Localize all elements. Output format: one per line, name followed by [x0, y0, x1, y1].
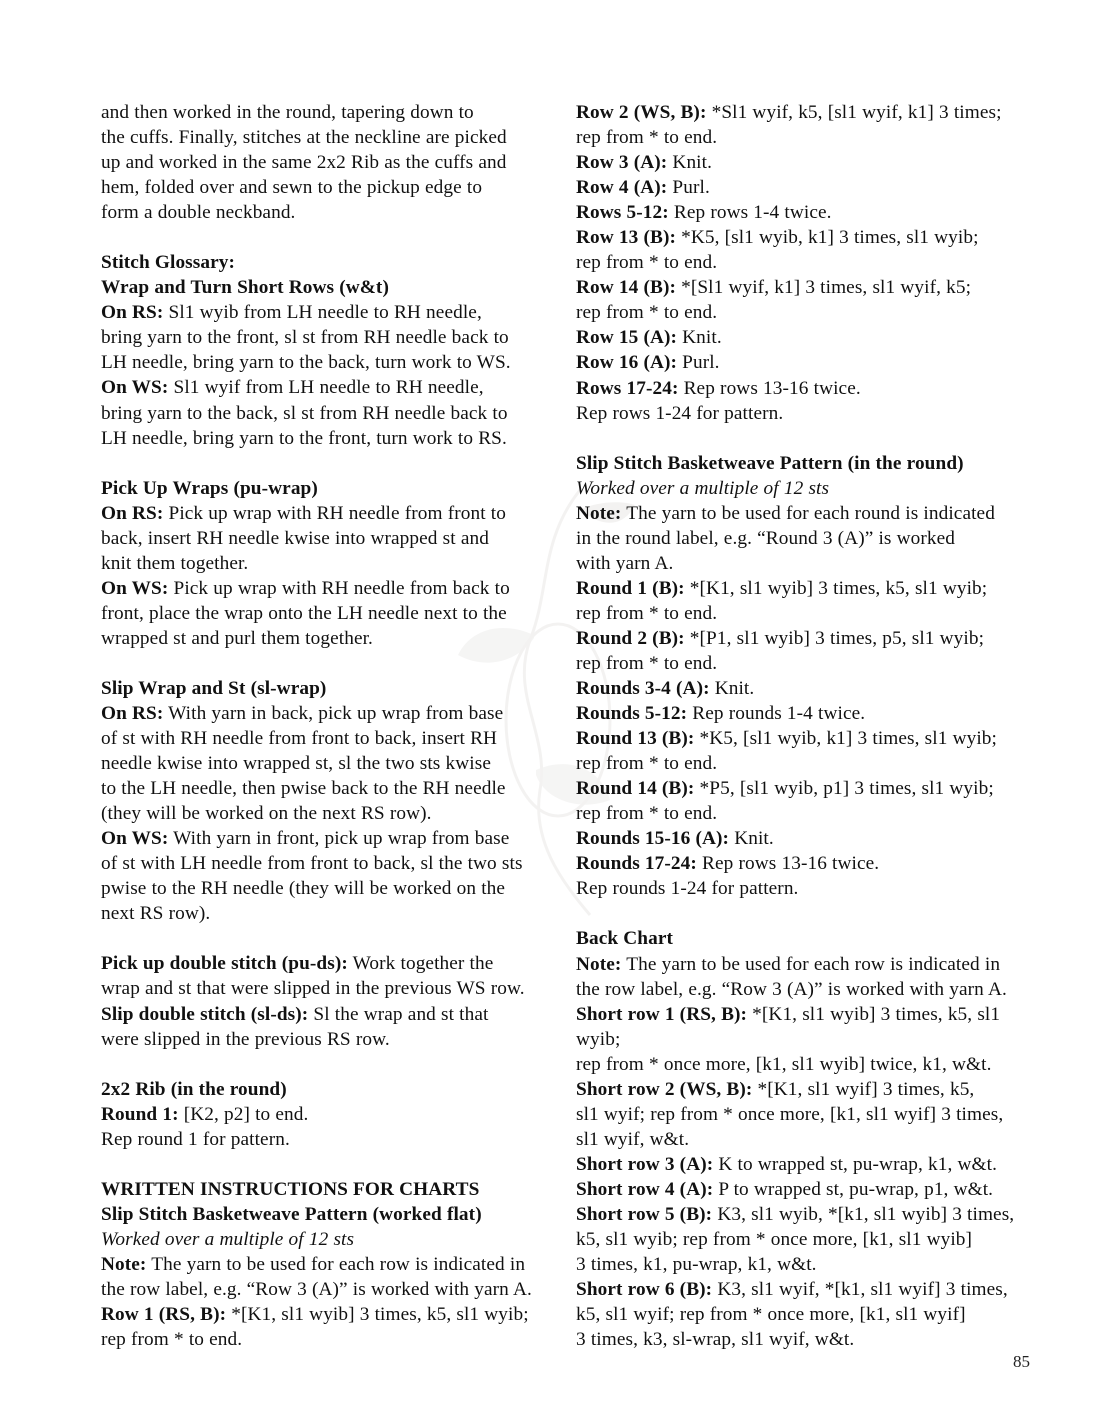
run-in-label: On RS: — [101, 502, 164, 524]
text-line — [101, 876, 553, 901]
line-text: Sl1 wyib from LH needle to RH needle, — [163, 302, 482, 324]
line-text: sl1 wyif, w&t. — [576, 1128, 690, 1150]
text-line — [576, 401, 1028, 426]
line-text: Purl. — [667, 177, 710, 199]
text-line — [101, 200, 553, 225]
run-in-label: Round 2 (B): — [576, 627, 685, 649]
run-in-label: Back Chart — [576, 928, 674, 950]
block-spacer — [101, 1052, 553, 1077]
text-line — [101, 501, 553, 526]
text-line — [101, 1327, 553, 1352]
line-text: LH needle, bring yarn to the front, turn work to RS. — [101, 427, 507, 449]
text-line — [576, 576, 1028, 601]
line-text: Sl the wrap and st that — [308, 1003, 489, 1025]
run-in-label: Rounds 5-12: — [576, 703, 688, 725]
run-in-label: Short row 4 (A): — [576, 1178, 714, 1200]
line-text: the row label, e.g. “Row 3 (A)” is worked with yarn A. — [576, 978, 1007, 1000]
run-in-label: Stitch Glossary: — [101, 252, 236, 274]
line-text: of st with LH needle from front to back, sl the two sts — [101, 853, 523, 875]
text-line — [101, 726, 553, 751]
text-line — [101, 901, 553, 926]
text-line — [576, 626, 1028, 651]
line-text: With yarn in back, pick up wrap from base — [163, 702, 504, 724]
text-line — [101, 1202, 553, 1227]
line-text: Knit. — [677, 327, 722, 349]
line-text: Pick up wrap with RH needle from back to — [168, 577, 510, 599]
line-text: needle kwise into wrapped st, sl the two sts kwise — [101, 753, 491, 775]
line-text: and then worked in the round, tapering down to — [101, 102, 474, 123]
back-chart-section — [576, 926, 1028, 1352]
line-text: up and worked in the same 2x2 Rib as the cuffs and — [101, 152, 507, 174]
line-text: Pick up wrap with RH needle from front to — [163, 502, 506, 524]
line-text: Rep rows 1-24 for pattern. — [576, 402, 784, 424]
run-in-label: Short row 1 (RS, B): — [576, 1003, 748, 1025]
text-line — [101, 100, 553, 125]
run-in-label: Round 14 (B): — [576, 778, 695, 800]
line-text: Knit. — [667, 152, 713, 174]
text-line — [576, 300, 1028, 325]
line-text: Rep round 1 for pattern. — [101, 1128, 290, 1150]
run-in-label: Short row 5 (B): — [576, 1203, 713, 1225]
line-text: Rep rows 13-16 twice. — [678, 377, 861, 399]
text-line — [101, 776, 553, 801]
line-text: knit them together. — [101, 552, 249, 574]
rib-section — [101, 1077, 553, 1152]
block-spacer — [101, 926, 553, 951]
line-text: were slipped in the previous RS row. — [101, 1028, 390, 1050]
line-text: K to wrapped st, pu-wrap, k1, w&t. — [713, 1153, 997, 1175]
run-in-label: Row 14 (B): — [576, 277, 676, 299]
run-in-label: Row 4 (A): — [576, 177, 668, 199]
block-spacer — [101, 1152, 553, 1177]
run-in-label: Rounds 3-4 (A): — [576, 678, 710, 700]
line-text: bring yarn to the front, sl st from RH needle back to — [101, 327, 509, 349]
pick-up-wraps-section — [101, 476, 553, 651]
text-line — [101, 551, 553, 576]
line-text: front, place the wrap onto the LH needle next to the — [101, 602, 507, 624]
text-line — [576, 225, 1028, 250]
text-line — [101, 1002, 553, 1027]
text-line — [101, 150, 553, 175]
text-line — [576, 1077, 1028, 1102]
text-line — [101, 676, 553, 701]
text-line — [576, 651, 1028, 676]
line-text: *[K1, sl1 wyib] 3 times, k5, sl1 wyib; — [226, 1303, 529, 1325]
run-in-label: Slip Stitch Basketweave Pattern (worked flat) — [101, 1203, 482, 1225]
text-line — [576, 1277, 1028, 1302]
line-text: [K2, p2] to end. — [178, 1103, 309, 1125]
line-text: back, insert RH needle kwise into wrapped st and — [101, 527, 489, 549]
line-text: Knit. — [709, 678, 755, 700]
text-line — [101, 426, 553, 451]
text-line — [576, 1152, 1028, 1177]
text-line — [101, 601, 553, 626]
page-number: 85 — [1013, 1352, 1030, 1371]
line-text: *K5, [sl1 wyib, k1] 3 times, sl1 wyib; — [694, 728, 997, 750]
line-text: form a double neckband. — [101, 202, 296, 224]
line-text: Work together the — [347, 953, 494, 975]
text-line — [576, 200, 1028, 225]
run-in-label: Slip Wrap and St (sl-wrap) — [101, 677, 327, 699]
text-line — [576, 1327, 1028, 1352]
text-line — [101, 1302, 553, 1327]
text-line — [101, 350, 553, 375]
line-text: *K5, [sl1 wyib, k1] 3 times, sl1 wyib; — [675, 227, 979, 249]
text-line — [576, 876, 1028, 901]
text-line — [576, 952, 1028, 977]
line-text: rep from * to end. — [576, 302, 718, 324]
run-in-label: Row 13 (B): — [576, 227, 676, 249]
text-line — [576, 125, 1028, 150]
run-in-label: Round 1: — [101, 1103, 179, 1125]
run-in-label: Row 15 (A): — [576, 327, 678, 349]
run-in-label: On RS: — [101, 302, 164, 324]
line-text: with yarn A. — [576, 552, 674, 574]
line-text: the row label, e.g. “Row 3 (A)” is worked with yarn A. — [101, 1278, 532, 1300]
line-text: to the LH needle, then pwise back to the RH needle — [101, 778, 506, 800]
run-in-label: Note: — [101, 1253, 147, 1275]
text-line — [576, 1127, 1028, 1152]
run-in-label: On WS: — [101, 828, 169, 850]
text-line — [576, 726, 1028, 751]
line-text: k5, sl1 wyib; rep from * once more, [k1, sl1 wyib] — [576, 1229, 973, 1251]
line-text: 3 times, k1, pu-wrap, k1, w&t. — [576, 1254, 817, 1276]
text-line — [101, 851, 553, 876]
intro-paragraph — [101, 100, 553, 225]
run-in-label: Row 16 (A): — [576, 352, 678, 374]
run-in-label: Rows 17-24: — [576, 377, 679, 399]
line-text: Purl. — [677, 352, 720, 374]
text-line — [576, 250, 1028, 275]
text-line — [101, 250, 553, 275]
text-line — [576, 100, 1028, 125]
text-line — [576, 526, 1028, 551]
run-in-label: Note: — [576, 953, 622, 975]
text-line — [101, 526, 553, 551]
line-text: *[K1, sl1 wyib] 3 times, k5, sl1 wyib; — [684, 577, 988, 599]
text-line — [576, 1302, 1028, 1327]
text-line — [101, 476, 553, 501]
text-line — [101, 1077, 553, 1102]
line-text: Rep rounds 1-4 twice. — [687, 703, 866, 725]
line-text: *[K1, sl1 wyib] 3 times, k5, sl1 wyib; — [576, 1003, 1001, 1050]
text-line — [576, 1202, 1028, 1227]
run-in-label: Short row 3 (A): — [576, 1153, 714, 1175]
line-text: The yarn to be used for each row is indicated in — [621, 953, 1001, 975]
line-text: P to wrapped st, pu-wrap, p1, w&t. — [713, 1178, 994, 1200]
flat-pattern-rows-continued — [576, 100, 1028, 426]
line-text: Rep rows 13-16 twice. — [696, 853, 880, 875]
line-text: *Sl1 wyif, k5, [sl1 wyif, k1] 3 times; — [706, 102, 1002, 123]
text-line — [101, 1252, 553, 1277]
line-text: rep from * to end. — [576, 252, 718, 274]
block-spacer — [101, 451, 553, 476]
line-text: K3, sl1 wyif, *[k1, sl1 wyif] 3 times, — [712, 1279, 1008, 1301]
line-text: rep from * to end. — [576, 803, 718, 825]
text-line — [101, 1127, 553, 1152]
italic-subtitle: Worked over a multiple of 12 sts — [101, 1228, 355, 1250]
run-in-label: 2x2 Rib (in the round) — [101, 1078, 287, 1100]
line-text: *[K1, sl1 wyif] 3 times, k5, — [752, 1078, 975, 1100]
line-text: rep from * to end. — [101, 1329, 243, 1351]
text-line — [576, 826, 1028, 851]
run-in-label: On WS: — [101, 377, 169, 399]
run-in-label: Rounds 15-16 (A): — [576, 828, 730, 850]
text-line — [576, 801, 1028, 826]
text-line — [576, 751, 1028, 776]
run-in-label: WRITTEN INSTRUCTIONS FOR CHARTS — [101, 1178, 480, 1200]
text-line — [101, 826, 553, 851]
run-in-label: Slip Stitch Basketweave Pattern (in the round) — [576, 452, 964, 474]
line-text: (they will be worked on the next RS row). — [101, 803, 432, 825]
text-line — [576, 1227, 1028, 1252]
text-line — [576, 451, 1028, 476]
text-line — [101, 1102, 553, 1127]
run-in-label: Row 2 (WS, B): — [576, 102, 707, 123]
text-line — [576, 977, 1028, 1002]
text-line — [101, 576, 553, 601]
line-text: rep from * to end. — [576, 753, 718, 775]
right-text-column — [576, 100, 1028, 1352]
text-line — [101, 801, 553, 826]
block-spacer — [576, 901, 1028, 926]
run-in-label: Row 3 (A): — [576, 152, 668, 174]
text-line — [101, 401, 553, 426]
text-line — [101, 175, 553, 200]
text-line — [101, 300, 553, 325]
line-text: of st with RH needle from front to back, insert RH — [101, 728, 498, 750]
stitch-glossary-section — [101, 250, 553, 450]
text-line — [101, 951, 553, 976]
run-in-label: Note: — [576, 502, 622, 524]
text-line — [576, 1177, 1028, 1202]
text-line — [101, 325, 553, 350]
text-line — [101, 701, 553, 726]
text-line — [576, 1002, 1028, 1052]
text-line — [101, 1177, 553, 1202]
double-stitch-section — [101, 951, 553, 1051]
line-text: Knit. — [729, 828, 774, 850]
text-line — [576, 275, 1028, 300]
run-in-label: Rows 5-12: — [576, 202, 669, 224]
block-spacer — [576, 426, 1028, 451]
line-text: K3, sl1 wyib, *[k1, sl1 wyib] 3 times, — [712, 1203, 1015, 1225]
text-line — [576, 551, 1028, 576]
line-text: bring yarn to the back, sl st from RH needle back to — [101, 402, 508, 424]
run-in-label: Short row 6 (B): — [576, 1279, 713, 1301]
text-line — [576, 476, 1028, 501]
text-line — [101, 1027, 553, 1052]
slip-wrap-and-st-section — [101, 676, 553, 926]
text-line — [576, 701, 1028, 726]
italic-subtitle: Worked over a multiple of 12 sts — [576, 477, 830, 499]
run-in-label: Wrap and Turn Short Rows (w&t) — [101, 277, 389, 299]
line-text: LH needle, bring yarn to the back, turn work to WS. — [101, 352, 511, 374]
line-text: in the round label, e.g. “Round 3 (A)” is worked — [576, 527, 956, 549]
line-text: pwise to the RH needle (they will be worked on the — [101, 878, 506, 900]
left-text-column — [101, 100, 553, 1352]
run-in-label: Rounds 17-24: — [576, 853, 697, 875]
text-line — [576, 350, 1028, 375]
line-text: rep from * once more, [k1, sl1 wyib] twice, k1, w&t. — [576, 1053, 992, 1075]
line-text: sl1 wyif; rep from * once more, [k1, sl1 wyif] 3 times, — [576, 1103, 1004, 1125]
block-spacer — [101, 225, 553, 250]
line-text: hem, folded over and sewn to the pickup edge to — [101, 177, 483, 199]
line-text: *P5, [sl1 wyib, p1] 3 times, sl1 wyib; — [694, 778, 994, 800]
text-line — [576, 776, 1028, 801]
line-text: rep from * to end. — [576, 127, 718, 149]
text-line — [101, 1227, 553, 1252]
line-text: 3 times, k3, sl-wrap, sl1 wyif, w&t. — [576, 1329, 855, 1351]
line-text: *[P1, sl1 wyib] 3 times, p5, sl1 wyib; — [684, 627, 985, 649]
text-line — [576, 926, 1028, 951]
line-text: *[Sl1 wyif, k1] 3 times, sl1 wyif, k5; — [675, 277, 972, 299]
run-in-label: Pick Up Wraps (pu-wrap) — [101, 477, 318, 499]
run-in-label: Row 1 (RS, B): — [101, 1303, 227, 1325]
written-instructions-section — [101, 1177, 553, 1352]
run-in-label: On WS: — [101, 577, 169, 599]
text-line — [101, 751, 553, 776]
run-in-label: Round 13 (B): — [576, 728, 695, 750]
text-line — [101, 626, 553, 651]
text-line — [576, 1102, 1028, 1127]
text-line — [576, 1252, 1028, 1277]
text-line — [101, 375, 553, 400]
run-in-label: Short row 2 (WS, B): — [576, 1078, 753, 1100]
run-in-label: Slip double stitch (sl-ds): — [101, 1003, 309, 1025]
block-spacer — [101, 651, 553, 676]
text-line — [101, 275, 553, 300]
text-line — [101, 1277, 553, 1302]
line-text: The yarn to be used for each row is indicated in — [146, 1253, 526, 1275]
text-line — [576, 376, 1028, 401]
text-line — [576, 325, 1028, 350]
line-text: The yarn to be used for each round is indicated — [621, 502, 995, 524]
text-line — [101, 125, 553, 150]
text-line — [576, 150, 1028, 175]
line-text: the cuffs. Finally, stitches at the neckline are picked — [101, 127, 507, 149]
line-text: Rep rounds 1-24 for pattern. — [576, 878, 799, 900]
text-line — [576, 851, 1028, 876]
line-text: rep from * to end. — [576, 652, 718, 674]
line-text: rep from * to end. — [576, 602, 718, 624]
text-line — [576, 601, 1028, 626]
run-in-label: Round 1 (B): — [576, 577, 685, 599]
in-the-round-pattern-section — [576, 451, 1028, 902]
line-text: Sl1 wyif from LH needle to RH needle, — [168, 377, 484, 399]
line-text: k5, sl1 wyif; rep from * once more, [k1, sl1 wyif] — [576, 1304, 966, 1326]
line-text: Rep rows 1-4 twice. — [668, 202, 832, 224]
text-line — [576, 501, 1028, 526]
text-line — [101, 976, 553, 1001]
text-line — [576, 676, 1028, 701]
text-line — [576, 175, 1028, 200]
line-text: wrap and st that were slipped in the previous WS row. — [101, 978, 525, 1000]
run-in-label: Pick up double stitch (pu-ds): — [101, 953, 348, 975]
text-line — [576, 1052, 1028, 1077]
line-text: wrapped st and purl them together. — [101, 627, 373, 649]
line-text: next RS row). — [101, 903, 211, 925]
run-in-label: On RS: — [101, 702, 164, 724]
line-text: With yarn in front, pick up wrap from base — [168, 828, 510, 850]
